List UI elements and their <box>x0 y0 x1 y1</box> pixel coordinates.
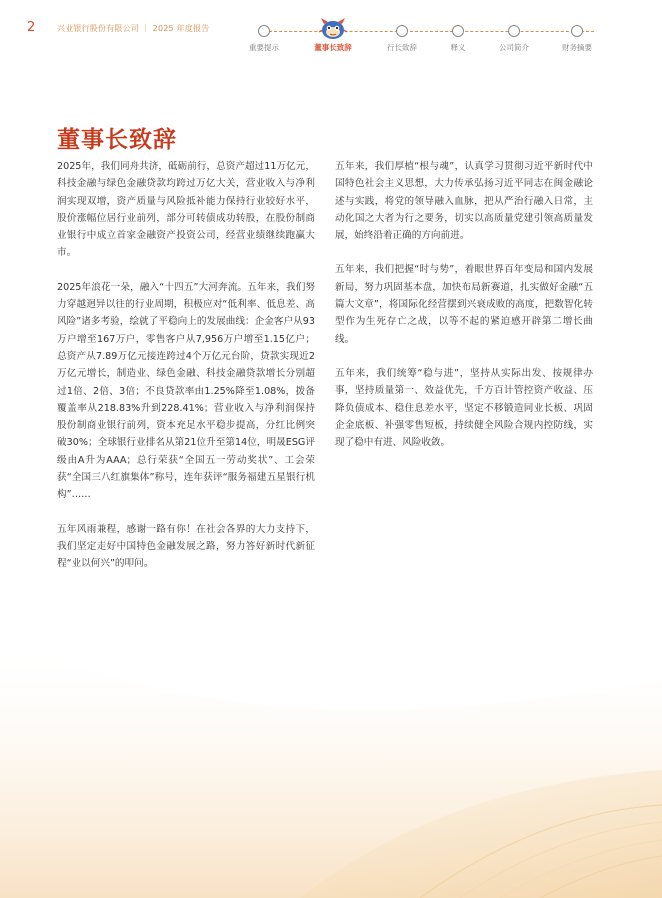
report-header <box>0 0 662 60</box>
nav-item-definitions[interactable]: 释义 <box>450 43 466 52</box>
nav-item-financial[interactable]: 财务摘要 <box>562 43 592 52</box>
paragraph: 五年风雨兼程，感谢一路有你！在社会各界的大力支持下，我们坚定走好中国特色金融发展之路，努力答好新时代新征程“业以何兴”的叩问。 <box>57 523 315 570</box>
page-title: 董事长致辞 <box>57 127 177 154</box>
paragraph: 2025年，我们同舟共济，砥砺前行，总资产超过11万亿元，科技金融与绿色金融贷款均跨过万亿大关，营业收入与净利润实现双增，资产质量与风险抵补能力保持行业较好水平，股价涨幅位居行业前列，部分可转债成功转股，在股份制商业银行中成立首家金融资产投资公司，经营业绩继续跑赢大市。 <box>57 161 315 259</box>
page-number: 2 <box>27 20 36 35</box>
nav-timeline <box>264 31 594 32</box>
nav-dot-financial[interactable] <box>571 25 583 37</box>
nav-dot-profile[interactable] <box>508 25 520 37</box>
left-column <box>57 158 315 590</box>
paragraph: 2025年浪花一朵，融入“十四五”大河奔流。五年来，我们努力穿越迥异以往的行业周期，积极应对“低利率、低息差、高风险”诸多考验，绘就了平稳向上的发展曲线：企金客户从93万户增至167万户，零售客户从7,956万户增至1.15亿户；总资产从7.89万亿元接连跨过4个万亿元台阶，贷款实现近2万亿元增长，制造业、绿色金融、科技金融贷款增长分别超过1倍、2倍、3倍；不良贷款率由1.25%降至1.08%，拨备覆盖率从218.83%升到228.41%；营业收入与净利润保持股份制商业银行前列，资本充足水平稳步提高，分红比例突破30%；全球银行业排名从第21位升至第14位，明晟ESG评级由A升为AAA；总行荣获“全国五一劳动奖状”、工会荣获“全国三八红旗集体”称号，连年获评“服务福建五星银行机构”…… <box>57 281 315 501</box>
paragraph: 五年来，我们把握“时与势”，着眼世界百年变局和国内发展新局，努力巩固基本盘，加快布局新赛道，扎实做好金融“五篇大文章”，将国际化经营摆到兴衰成败的高度，把数智化转型作为生死存亡之战，以等不起的紧迫感开辟第二增长曲线。 <box>335 264 593 345</box>
nav-dot-president[interactable] <box>396 25 408 37</box>
paragraph: 五年来，我们厚植“根与魂”，认真学习贯彻习近平新时代中国特色社会主义思想，大力传承弘扬习近平同志在闽金融论述与实践，将党的领导融入血脉，把从严治行融入日常，主动化国之大者为行之要务，切实以高质量党建引领高质量发展，始终沿着正确的方向前进。 <box>335 161 593 242</box>
mascot-icon[interactable] <box>318 16 348 40</box>
nav-item-profile[interactable]: 公司简介 <box>499 43 529 52</box>
nav-dot-definitions[interactable] <box>452 25 464 37</box>
nav-item-chairman[interactable]: 董事长致辞 <box>314 43 352 52</box>
right-column <box>335 158 593 468</box>
nav-item-president[interactable]: 行长致辞 <box>387 43 417 52</box>
nav-dot-important[interactable] <box>258 25 270 37</box>
report-org-title: 兴业银行股份有限公司 ｜ 2025 年度报告 <box>57 24 210 33</box>
paragraph: 五年来，我们统筹“稳与进”，坚持从实际出发、按规律办事，坚持质量第一、效益优先，千方百计管控资产收益、压降负债成本、稳住息差水平，坚定不移锻造同业长板、巩固企金底板、补强零售短板，持续健全风险合规内控防线，实现了稳中有进、风险收敛。 <box>335 367 593 449</box>
nav-item-important[interactable]: 重要提示 <box>249 43 279 52</box>
